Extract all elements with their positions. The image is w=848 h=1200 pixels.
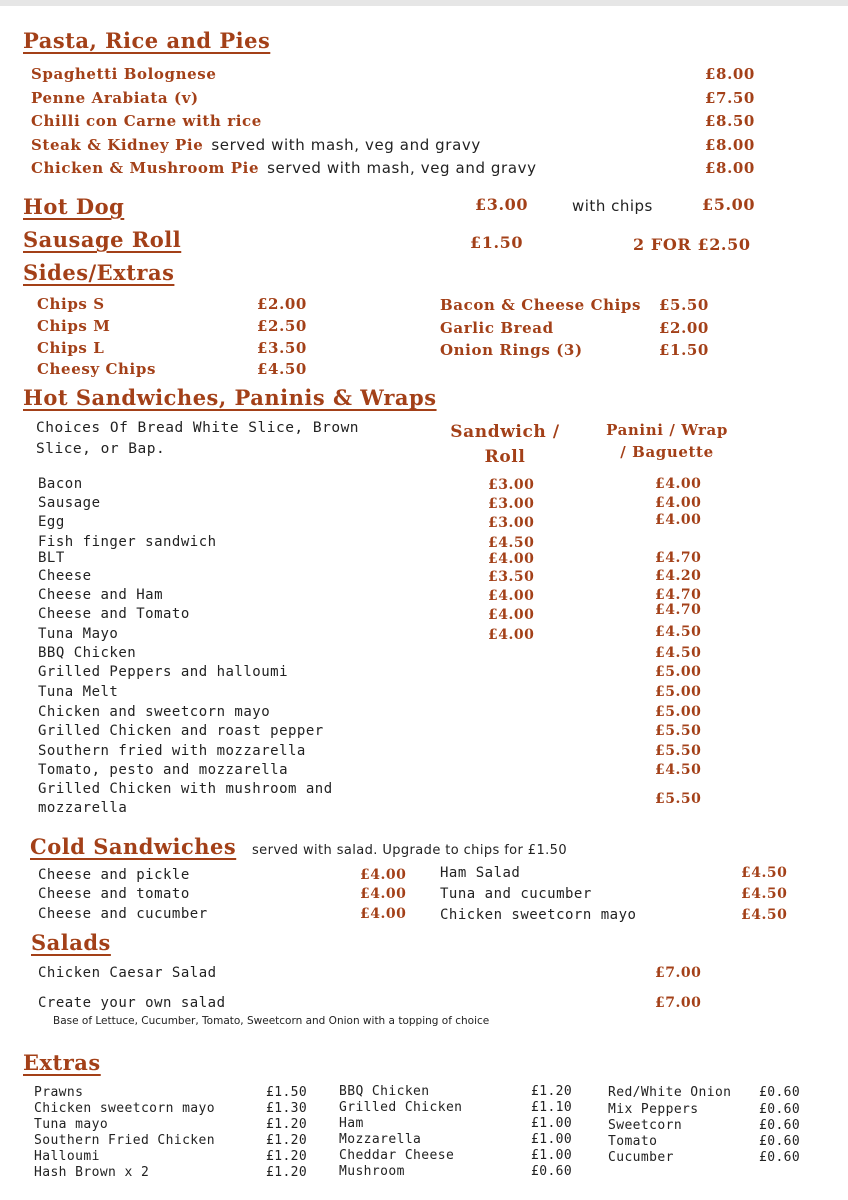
hot-item-name: BBQ Chicken — [38, 645, 137, 661]
salads-heading: Salads — [31, 930, 111, 955]
extra-item-name: Cucumber — [608, 1150, 674, 1165]
hot-item-panini-price: £4.70 — [655, 602, 702, 618]
cold-item-name: Ham Salad — [440, 865, 521, 881]
side-item-name: Garlic Bread — [440, 319, 554, 337]
side-item-price: £1.50 — [659, 341, 709, 359]
col-panini-line2: / Baguette — [620, 443, 714, 461]
hot-item-name: Fish finger sandwich — [38, 534, 217, 550]
hot-item-sandwich-price: £3.50 — [488, 569, 535, 585]
hot-intro: Choices Of Bread White Slice, Brown Slice, or Bap. — [36, 420, 360, 457]
hot-item-sandwich-price: £4.00 — [488, 588, 535, 604]
hot-item-sandwich-price: £3.00 — [488, 496, 535, 512]
pasta-item-name: Chicken & Mushroom Pie — [31, 159, 260, 177]
col-sandwich-header — [430, 420, 580, 470]
extra-item-name: Mix Peppers — [608, 1102, 699, 1117]
hot-item-panini-price: £4.00 — [655, 512, 702, 528]
pasta-item — [31, 136, 481, 154]
cold-note: served with salad. Upgrade to chips for £1.50 — [252, 843, 568, 858]
pasta-item-price: £8.50 — [705, 112, 755, 130]
extra-item-name: Cheddar Cheese — [339, 1148, 455, 1163]
hot-item-name: BLT — [38, 550, 65, 566]
extra-item-price: £1.20 — [266, 1165, 308, 1180]
extra-item-name: Red/White Onion — [608, 1085, 732, 1100]
hot-item-name: Chicken and sweetcorn mayo — [38, 704, 271, 720]
extra-item-price: £0.60 — [759, 1102, 801, 1117]
side-item-price: £2.00 — [257, 295, 307, 313]
extra-item-name: Mushroom — [339, 1164, 405, 1179]
col-sandwich-line2: Roll — [484, 447, 526, 467]
sausage-roll-price: £1.50 — [470, 233, 524, 252]
side-item-name: Bacon & Cheese Chips — [440, 296, 642, 314]
hot-item-sandwich-price: £3.00 — [488, 515, 535, 531]
extra-item-name: Halloumi — [34, 1149, 100, 1164]
pasta-item-name: Penne Arabiata (v) — [31, 89, 199, 107]
cold-item-name: Tuna and cucumber — [440, 886, 592, 902]
extra-item-price: £0.60 — [759, 1085, 801, 1100]
hot-item-sandwich-price: £3.00 — [488, 477, 535, 493]
side-item-name: Chips M — [37, 317, 111, 335]
hot-item-name: Southern fried with mozzarella — [38, 743, 306, 759]
side-item-name: Cheesy Chips — [37, 360, 156, 378]
hot-item-panini-price: £4.20 — [655, 568, 702, 584]
sausage-roll-offer: 2 FOR £2.50 — [633, 235, 751, 254]
hot-item-name: Egg — [38, 514, 65, 530]
cold-item-price: £4.00 — [360, 906, 407, 922]
col-panini-header — [592, 419, 742, 463]
extra-item-price: £1.50 — [266, 1085, 308, 1100]
cold-item-price: £4.00 — [360, 867, 407, 883]
hotdog-heading: Hot Dog — [23, 194, 125, 219]
extra-item-price: £1.20 — [266, 1117, 308, 1132]
pasta-item — [31, 65, 216, 83]
cold-item-price: £4.50 — [741, 886, 788, 902]
pasta-item-note: served with mash, veg and gravy — [211, 136, 481, 154]
hot-item-panini-price: £5.00 — [655, 704, 702, 720]
hot-item-sandwich-price: £4.00 — [488, 627, 535, 643]
extra-item-price: £1.20 — [266, 1149, 308, 1164]
hot-item-name: Bacon — [38, 476, 83, 492]
hot-item-panini-price: £4.50 — [655, 762, 702, 778]
extra-item-price: £0.60 — [759, 1134, 801, 1149]
hot-item-name: Cheese and Ham — [38, 587, 164, 603]
hot-item-name: Grilled Chicken and roast pepper — [38, 723, 324, 739]
hotdog-with-chips-price: £5.00 — [702, 195, 756, 214]
hotdog-price: £3.00 — [475, 195, 529, 214]
side-item-name: Onion Rings (3) — [440, 341, 583, 359]
pasta-item-price: £8.00 — [705, 65, 755, 83]
hot-item-name: Cheese — [38, 568, 92, 584]
hot-item-panini-price: £4.00 — [655, 495, 702, 511]
salad-item-name: Create your own salad — [38, 995, 226, 1011]
hot-item-name: Tuna Mayo — [38, 626, 119, 642]
hot-last-line1: Grilled Chicken with mushroom and — [38, 781, 333, 797]
side-item-price: £2.50 — [257, 317, 307, 335]
hot-item-sandwich-price: £4.00 — [488, 551, 535, 567]
extra-item-price: £1.10 — [531, 1100, 573, 1115]
side-item-price: £4.50 — [257, 360, 307, 378]
hot-item-name: Cheese and Tomato — [38, 606, 190, 622]
extra-item-name: Tuna mayo — [34, 1117, 109, 1132]
pasta-item-name: Chilli con Carne with rice — [31, 112, 262, 130]
hot-item-panini-price: £5.50 — [655, 743, 702, 759]
sausage-roll-heading: Sausage Roll — [23, 227, 182, 252]
col-panini-line1: Panini / Wrap — [606, 421, 728, 439]
hot-item-panini-price: £5.00 — [655, 664, 702, 680]
extra-item-price: £0.60 — [531, 1164, 573, 1179]
hot-last-line2: mozzarella — [38, 800, 128, 816]
extra-item-price: £1.30 — [266, 1101, 308, 1116]
cold-item-price: £4.00 — [360, 886, 407, 902]
pasta-item — [31, 112, 262, 130]
pasta-item-price: £8.00 — [705, 136, 755, 154]
cold-item-price: £4.50 — [741, 907, 788, 923]
extra-item-name: Prawns — [34, 1085, 84, 1100]
hot-item-name: Tuna Melt — [38, 684, 119, 700]
sides-heading: Sides/Extras — [23, 260, 175, 285]
cold-item-name: Cheese and cucumber — [38, 906, 208, 922]
extra-item-name: Ham — [339, 1116, 364, 1131]
hot-item-sandwich-price: £4.00 — [488, 607, 535, 623]
extra-item-name: BBQ Chicken — [339, 1084, 430, 1099]
salad-item-name: Chicken Caesar Salad — [38, 965, 217, 981]
hot-item-panini-price: £4.50 — [655, 645, 702, 661]
extra-item-name: Chicken sweetcorn mayo — [34, 1101, 215, 1116]
extra-item-name: Mozzarella — [339, 1132, 422, 1147]
top-divider — [0, 0, 848, 6]
hot-item-name: Tomato, pesto and mozzarella — [38, 762, 289, 778]
cold-item-name: Cheese and tomato — [38, 886, 190, 902]
cold-item-name: Cheese and pickle — [38, 867, 190, 883]
cold-item-price: £4.50 — [741, 865, 788, 881]
extras-heading: Extras — [23, 1050, 101, 1075]
pasta-item — [31, 89, 199, 107]
side-item-name: Chips L — [37, 339, 105, 357]
side-item-name: Chips S — [37, 295, 105, 313]
extra-item-price: £0.60 — [759, 1118, 801, 1133]
extra-item-price: £0.60 — [759, 1150, 801, 1165]
hot-item-panini-price: £4.50 — [655, 624, 702, 640]
hot-heading: Hot Sandwiches, Paninis & Wraps — [23, 385, 437, 410]
hot-item-sandwich-price: £4.50 — [488, 535, 535, 551]
col-sandwich-line1: Sandwich / — [450, 422, 560, 442]
pasta-item — [31, 159, 537, 177]
salads-note: Base of Lettuce, Cucumber, Tomato, Sweetcorn and Onion with a topping of choice — [53, 1015, 490, 1027]
pasta-item-name: Spaghetti Bolognese — [31, 65, 217, 83]
pasta-heading: Pasta, Rice and Pies — [23, 28, 271, 53]
salad-item-price: £7.00 — [655, 965, 702, 981]
salad-item-price: £7.00 — [655, 995, 702, 1011]
hot-item-name: Sausage — [38, 495, 101, 511]
side-item-price: £3.50 — [257, 339, 307, 357]
pasta-item-price: £8.00 — [705, 159, 755, 177]
side-item-price: £5.50 — [659, 296, 709, 314]
extra-item-name: Sweetcorn — [608, 1118, 683, 1133]
hot-item-panini-price: £5.50 — [655, 723, 702, 739]
pasta-item-name: Steak & Kidney Pie — [31, 136, 204, 154]
extra-item-price: £1.00 — [531, 1116, 573, 1131]
cold-heading: Cold Sandwiches — [30, 834, 237, 859]
extra-item-name: Southern Fried Chicken — [34, 1133, 215, 1148]
pasta-item-price: £7.50 — [705, 89, 755, 107]
side-item-price: £2.00 — [659, 319, 709, 337]
hot-item-panini-price: £4.00 — [655, 476, 702, 492]
hotdog-with-chips-label: with chips — [572, 197, 653, 215]
extra-item-price: £1.20 — [266, 1133, 308, 1148]
pasta-item-note: served with mash, veg and gravy — [267, 159, 537, 177]
extra-item-price: £1.00 — [531, 1148, 573, 1163]
hot-last-price: £5.50 — [655, 791, 702, 807]
extra-item-price: £1.20 — [531, 1084, 573, 1099]
hot-item-panini-price: £5.00 — [655, 684, 702, 700]
hot-item-name: Grilled Peppers and halloumi — [38, 664, 289, 680]
hot-item-panini-price: £4.70 — [655, 550, 702, 566]
cold-item-name: Chicken sweetcorn mayo — [440, 907, 637, 923]
extra-item-name: Tomato — [608, 1134, 658, 1149]
hot-item-panini-price: £4.70 — [655, 587, 702, 603]
extra-item-price: £1.00 — [531, 1132, 573, 1147]
extra-item-name: Hash Brown x 2 — [34, 1165, 150, 1180]
extra-item-name: Grilled Chicken — [339, 1100, 463, 1115]
